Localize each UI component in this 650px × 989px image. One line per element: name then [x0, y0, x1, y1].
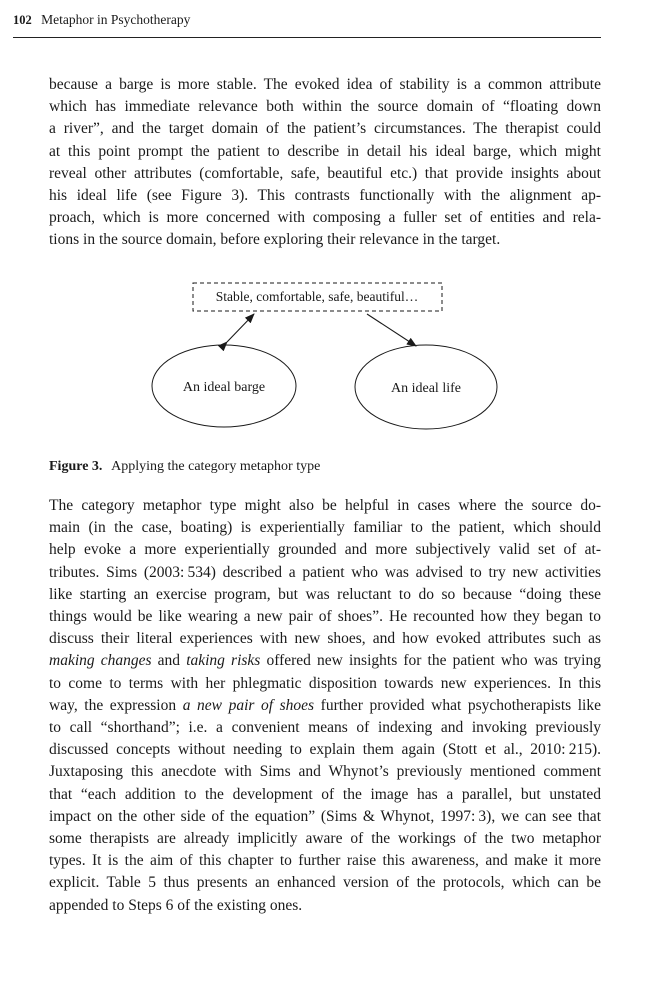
- running-header: [13, 10, 601, 38]
- text-line: help evoke a more experientially grounded and more subjectively valid set of at-: [49, 541, 601, 559]
- category-metaphor-diagram: [0, 270, 650, 445]
- text-line: main (in the case, boating) is experientially familiar to the patient, which should: [49, 519, 601, 537]
- caption-text: Applying the category metaphor type: [111, 459, 321, 474]
- text-line: because a barge is more stable. The evoked idea of stability is a common attribute: [49, 76, 601, 93]
- text-line: The category metaphor type might also be helpful in cases where the source do-: [49, 497, 601, 514]
- text-line: types. It is the aim of this chapter to further raise this awareness, and make it more: [49, 852, 601, 870]
- text-line: discuss their literal experiences with new shoes, and how evoked attributes such as: [49, 630, 601, 648]
- page-number: 102: [13, 13, 32, 27]
- paragraph-barge: [49, 74, 601, 252]
- text-line: to come to terms with her phlegmatic disposition towards new experiences. In this: [49, 674, 601, 692]
- text-line: impact on the other side of the equation” (Sims & Whynot, 1997: 3), we can see that: [49, 807, 601, 825]
- text-line: some therapists are already implicitly aware of the workings of the two metaphor: [49, 830, 601, 848]
- attributes-label: Stable, comfortable, safe, beautiful…: [215, 289, 419, 304]
- text-line: like starting an exercise program, but was reluctant to do so because “doing these: [49, 585, 601, 603]
- text-line: to call “shorthand”; i.e. a convenient means of indexing and invoking previously: [49, 719, 601, 737]
- text-fragment: offered new insights for the patient who was trying: [260, 652, 601, 670]
- figure-3-diagram: [0, 270, 650, 445]
- caption-label: Figure 3.: [49, 459, 103, 474]
- paragraph-category-metaphor: [49, 495, 601, 917]
- text-line: explicit. Table 5 thus presents an enhanced version of the protocols, which can be: [49, 874, 601, 892]
- text-line: a river”, and the target domain of the patient’s circumstances. The therapist could: [49, 120, 601, 138]
- text-fragment: way, the expression: [49, 696, 183, 714]
- italic-phrase: taking risks: [186, 652, 261, 670]
- text-line: proach, which is more concerned with composing a fuller set of entities and rela-: [49, 209, 601, 227]
- bidirectional-arrow: [227, 314, 254, 342]
- text-fragment: and: [151, 652, 187, 670]
- text-line: that “each addition to the development of the image has a parallel, but unstated: [49, 785, 601, 803]
- italic-phrase: a new pair of shoes: [182, 696, 315, 714]
- text-line: tions in the source domain, before exploring their relevance in the target.: [49, 231, 501, 249]
- running-title: Metaphor in Psychotherapy: [41, 12, 191, 27]
- text-fragment: further provided what psychotherapists like: [314, 696, 601, 714]
- text-line: [49, 695, 601, 717]
- text-line: [49, 650, 601, 672]
- text-line: which has immediate relevance both within the source domain of “floating down: [49, 98, 601, 116]
- italic-phrase: making changes: [49, 652, 152, 670]
- text-line: discussed concepts without needing to explain them again (Stott et al., 2010: 215).: [49, 741, 601, 759]
- text-line: Juxtaposing this anecdote with Sims and Whynot’s previously mentioned comment: [49, 763, 601, 781]
- text-line: reveal other attributes (comfortable, safe, beautiful etc.) that provide insights about: [49, 164, 601, 182]
- text-line: tributes. Sims (2003: 534) described a patient who was advised to try new activities: [49, 563, 601, 581]
- target-arrow: [367, 314, 416, 346]
- text-line: things would be like wearing a new pair of shoes”. He recounted how they began to: [49, 608, 601, 626]
- figure-caption: [49, 457, 320, 477]
- text-line: his ideal life (see Figure 3). This contrasts functionally with the alignment ap-: [49, 187, 601, 205]
- text-line: appended to Steps 6 of the existing ones.: [49, 896, 303, 914]
- text-line: at this point prompt the patient to describe in detail his ideal barge, which might: [49, 142, 601, 160]
- source-node-label: An ideal barge: [182, 380, 266, 395]
- target-node-label: An ideal life: [391, 381, 461, 396]
